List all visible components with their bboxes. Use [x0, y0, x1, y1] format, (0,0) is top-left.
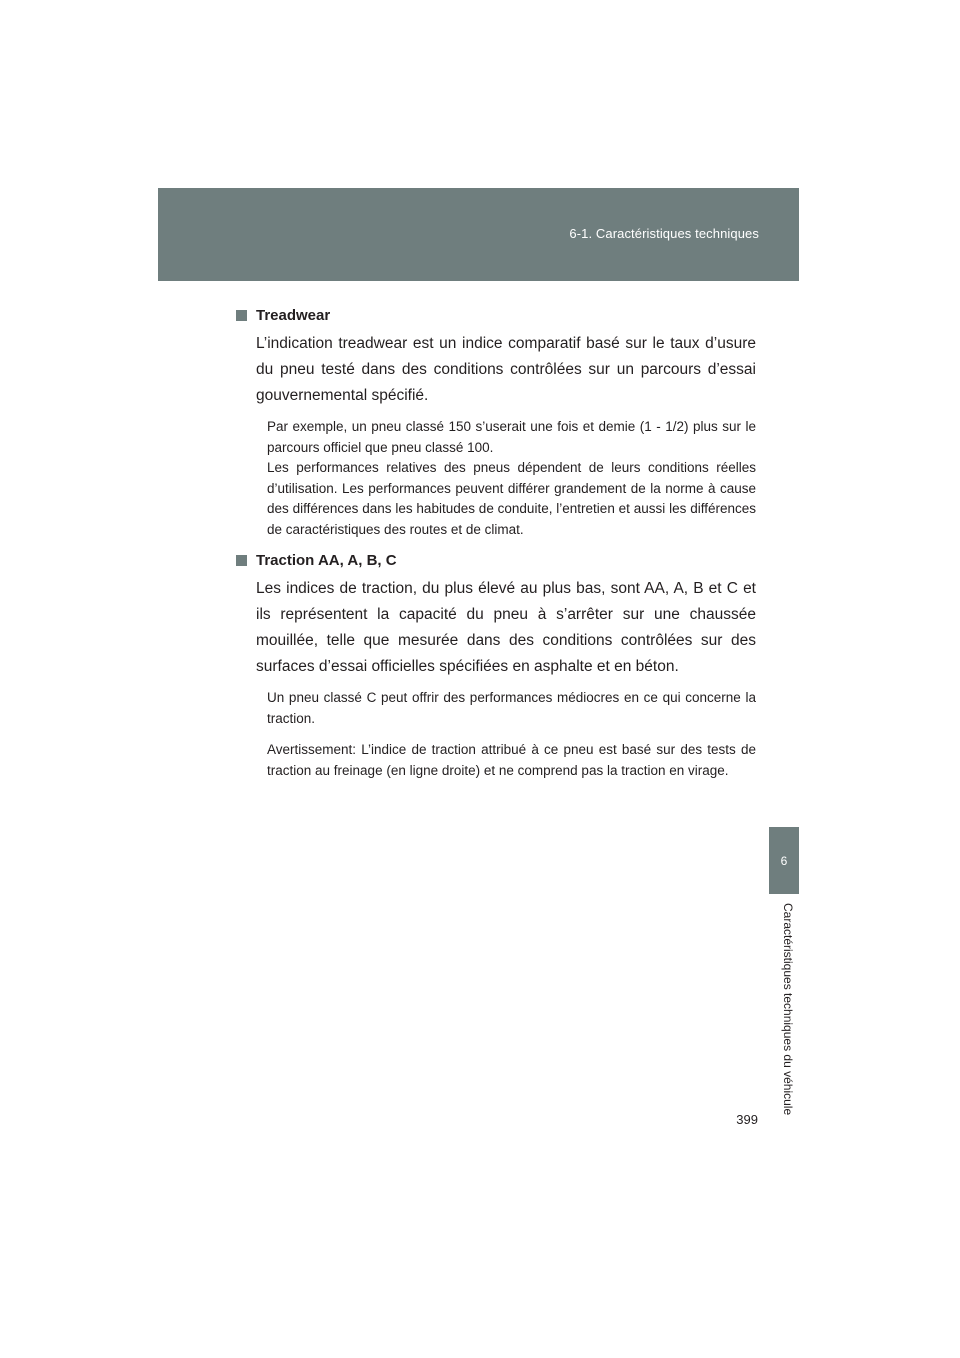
section-treadwear [236, 305, 756, 540]
section-note: Avertissement: L’indice de traction attribué à ce pneu est basé sur des tests de traction au freinage (en ligne droite) et ne comprend pas la traction en virage. [267, 742, 756, 778]
section-body: L’indication treadwear est un indice comparatif basé sur le taux d’usure du pneu testé dans des conditions contrôlées sur un parcours d’essai gouvernemental spécifié. [256, 335, 756, 404]
section-note: Par exemple, un pneu classé 150 s’userait une fois et demie (1 - 1/2) plus sur le parcours officiel que pneu classé 100. [267, 419, 756, 455]
section-body: Les indices de traction, du plus élevé au plus bas, sont AA, A, B et C et ils représentent la capacité du pneu à s’arrêter sur une chaussée mouillée, telle que mesurée dans des conditions contrôlées sur des surfaces d’essai officielles spécifiées en asphalte et en béton. [256, 580, 756, 675]
chapter-label: Caractéristiques techniques du véhicule [781, 903, 795, 1116]
heading-text: Traction AA, A, B, C [256, 551, 397, 569]
section-heading [236, 305, 756, 325]
chapter-number: 6 [780, 853, 788, 868]
chapter-tab [769, 827, 799, 894]
page-number: 399 [736, 1112, 758, 1127]
section-note: Un pneu classé C peut offrir des performances médiocres en ce qui concerne la traction. [267, 690, 756, 726]
square-bullet-icon [236, 555, 247, 566]
section-title: 6-1. Caractéristiques techniques [569, 226, 759, 241]
section-traction [236, 550, 756, 781]
page-content [236, 305, 756, 781]
heading-text: Treadwear [256, 306, 331, 324]
section-note: Les performances relatives des pneus dépendent de leurs conditions réelles d’utilisation. Les performances peuvent différer grandement de la norme à cause des différences dans les habitudes de conduite, l’entretien et aussi les différences de caractéristiques des routes et de climat. [267, 460, 756, 537]
header-band [158, 188, 799, 281]
square-bullet-icon [236, 310, 247, 321]
section-heading [236, 550, 756, 570]
